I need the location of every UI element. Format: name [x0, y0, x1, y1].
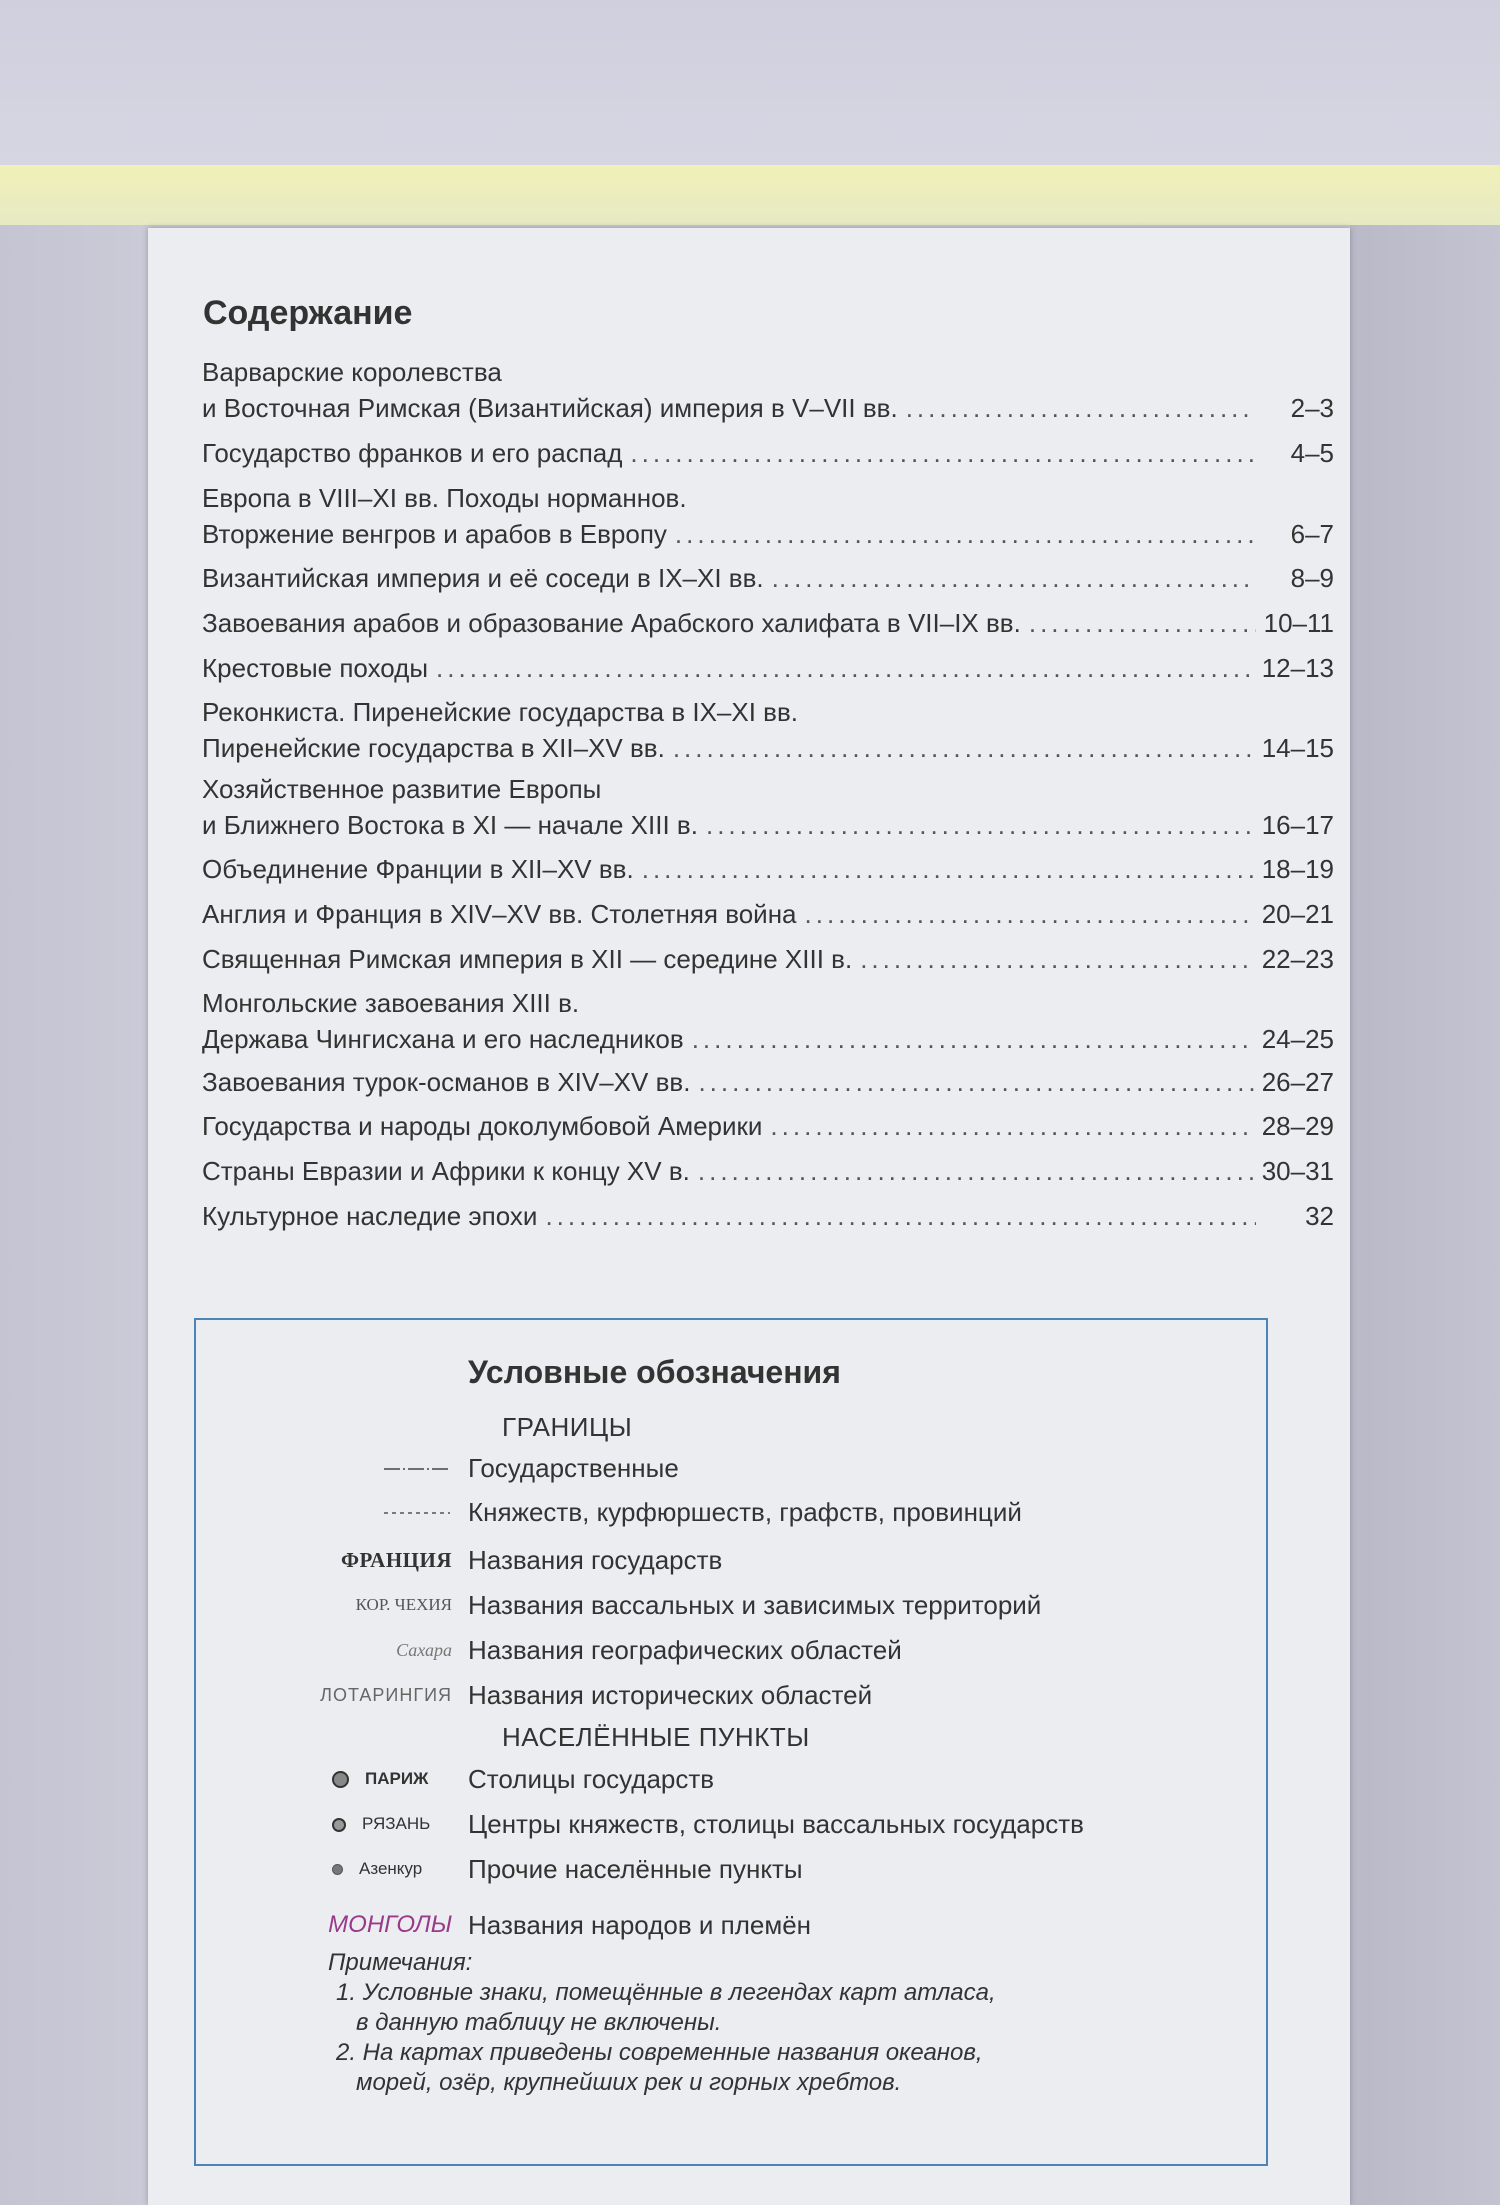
toc-page-number: 14–15 [1261, 733, 1334, 763]
toc-entry[interactable] [202, 941, 1334, 977]
legend-desc: Названия вассальных и зависимых территорий [468, 1590, 1042, 1620]
toc-entry-line1: Монгольские завоевания XIII в. [202, 988, 580, 1018]
legend-box [194, 1318, 1268, 2166]
toc-entry-title: Страны Евразии и Африки к концу XV в. [202, 1156, 690, 1186]
toc-entry[interactable] [202, 354, 1334, 426]
legend-row-province-border [196, 1494, 1266, 1530]
toc-leader-dots [698, 1064, 1253, 1100]
toc-entry-title: Государство франков и его распад [202, 438, 623, 468]
toc-entry-title: Держава Чингисхана и его наследников [202, 1024, 684, 1054]
toc-page-number: 30–31 [1261, 1156, 1334, 1186]
legend-desc: Названия исторических областей [468, 1680, 873, 1710]
toc-entry[interactable] [202, 435, 1334, 471]
principality-center-sample: РЯЗАНЬ [362, 1814, 431, 1833]
toc-entry[interactable] [202, 1198, 1334, 1234]
toc-entry-line1: Хозяйственное развитие Европы [202, 774, 602, 804]
peoples-name-sample: МОНГОЛЫ [328, 1911, 452, 1938]
toc-page-number: 20–21 [1261, 899, 1334, 929]
contents-page [148, 228, 1350, 2205]
toc-leader-dots [630, 435, 1256, 471]
principality-dot-icon [332, 1818, 346, 1832]
legend-row-peoples [196, 1907, 1266, 1943]
other-settlement-symbol [332, 1851, 422, 1887]
toc-leader-dots [805, 896, 1254, 932]
legend-row-state-border [196, 1450, 1266, 1486]
toc-leader-dots [675, 516, 1256, 552]
legend-desc: Названия государств [468, 1545, 723, 1575]
state-name-sample: ФРАНЦИЯ [340, 1548, 452, 1572]
scan-background-left [0, 225, 148, 2205]
toc-leader-dots [770, 1108, 1253, 1144]
toc-page-number: 26–27 [1261, 1067, 1334, 1097]
legend-settlements-heading: НАСЕЛЁННЫЕ ПУНКТЫ [502, 1722, 810, 1752]
toc-leader-dots [692, 1021, 1254, 1057]
toc-leader-dots [772, 560, 1256, 596]
legend-row-other-settlements [196, 1851, 1266, 1887]
previous-page-strip [0, 165, 1500, 225]
legend-row-historical-names [196, 1677, 1266, 1713]
state-border-line-icon [382, 1464, 452, 1474]
toc-entry[interactable] [202, 650, 1334, 686]
legend-desc: Названия народов и племён [468, 1910, 812, 1940]
toc-entry[interactable] [202, 480, 1334, 552]
toc-page-number: 10–11 [1263, 608, 1334, 638]
note-line: 2. На картах приведены современные названия океанов, [336, 2039, 983, 2066]
toc-entry-title: Крестовые походы [202, 653, 429, 683]
toc-entry[interactable] [202, 896, 1334, 932]
toc-entry[interactable] [202, 605, 1334, 641]
legend-desc: Государственные [468, 1453, 679, 1483]
toc-entry-line1: Варварские королевства [202, 357, 502, 387]
state-border-symbol [196, 1450, 452, 1486]
toc-leader-dots [642, 851, 1254, 887]
toc-page-number: 32 [1305, 1201, 1334, 1231]
legend-row-state-names [196, 1542, 1266, 1578]
toc-leader-dots [436, 650, 1254, 686]
vassal-name-sample: КОР. ЧЕХИЯ [355, 1595, 452, 1614]
toc-leader-dots [860, 941, 1254, 977]
historical-name-sample: ЛОТАРИНГИЯ [320, 1685, 452, 1705]
capital-symbol [332, 1761, 428, 1797]
toc-entry-title: Культурное наследие эпохи [202, 1201, 538, 1231]
toc-page-number: 2–3 [1290, 393, 1334, 423]
toc-entry-title: Вторжение венгров и арабов в Европу [202, 519, 667, 549]
toc-entry[interactable] [202, 1108, 1334, 1144]
legend-desc: Центры княжеств, столицы вассальных государств [468, 1809, 1084, 1839]
toc-entry-line1: Европа в VIII–XI вв. Походы норманнов. [202, 483, 687, 513]
capital-sample: ПАРИЖ [365, 1769, 429, 1788]
legend-row-principality-centers [196, 1806, 1266, 1842]
scan-background-right [1350, 225, 1500, 2205]
legend-desc: Прочие населённые пункты [468, 1854, 803, 1884]
toc-leader-dots [673, 730, 1254, 766]
province-border-symbol [196, 1494, 452, 1530]
toc-page-number: 24–25 [1261, 1024, 1334, 1054]
note-line: в данную таблицу не включены. [356, 2009, 722, 2036]
toc-entry-title: Византийская империя и её соседи в IX–XI вв. [202, 563, 764, 593]
toc-entry[interactable] [202, 1064, 1334, 1100]
toc-entry[interactable] [202, 985, 1334, 1057]
capital-dot-icon [332, 1771, 349, 1788]
legend-desc: Княжеств, курфюршеств, графств, провинций [468, 1497, 1022, 1527]
toc-entry-title: Священная Римская империя в XII — середине XIII в. [202, 944, 853, 974]
toc-entry[interactable] [202, 771, 1334, 843]
legend-row-geographic-names [196, 1632, 1266, 1668]
toc-page-number: 18–19 [1261, 854, 1334, 884]
toc-page-number: 28–29 [1261, 1111, 1334, 1141]
settlement-dot-icon [332, 1864, 343, 1875]
province-border-line-icon [382, 1508, 452, 1518]
legend-notes [328, 1948, 996, 2098]
toc-entry-title: Пиренейские государства в XII–XV вв. [202, 733, 665, 763]
principality-center-symbol [332, 1806, 430, 1842]
other-settlement-sample: Азенкур [359, 1859, 423, 1878]
toc-entry[interactable] [202, 694, 1334, 766]
legend-title: Условные обозначения [468, 1354, 841, 1390]
note-line: 1. Условные знаки, помещённые в легендах карт атласа, [336, 1979, 996, 2006]
geographic-name-sample: Сахара [396, 1640, 452, 1660]
toc-entry-title: Завоевания арабов и образование Арабского халифата в VII–IX вв. [202, 608, 1021, 638]
contents-title: Содержание [203, 294, 413, 332]
toc-entry[interactable] [202, 560, 1334, 596]
toc-entry[interactable] [202, 1153, 1334, 1189]
toc-entry-title: Завоевания турок-османов в XIV–XV вв. [202, 1067, 691, 1097]
toc-leader-dots [1029, 605, 1256, 641]
legend-row-capitals [196, 1761, 1266, 1797]
note-line: морей, озёр, крупнейших рек и горных хребтов. [356, 2069, 902, 2096]
toc-page-number: 16–17 [1261, 810, 1334, 840]
toc-entry-title: Государства и народы доколумбовой Америки [202, 1111, 763, 1141]
toc-entry-title: и Восточная Римская (Византийская) империя в V–VII вв. [202, 393, 898, 423]
toc-entry-title: Англия и Франция в XIV–XV вв. Столетняя война [202, 899, 797, 929]
toc-leader-dots [706, 807, 1254, 843]
toc-entry-line1: Реконкиста. Пиренейские государства в IX–XI вв. [202, 697, 799, 727]
toc-entry[interactable] [202, 851, 1334, 887]
toc-leader-dots [698, 1153, 1254, 1189]
legend-row-vassal-names [196, 1587, 1266, 1623]
scan-background-top [0, 0, 1500, 165]
toc-leader-dots [545, 1198, 1256, 1234]
toc-leader-dots [906, 390, 1256, 426]
legend-borders-heading: ГРАНИЦЫ [502, 1412, 633, 1442]
toc-page-number: 12–13 [1261, 653, 1334, 683]
legend-desc: Названия географических областей [468, 1635, 902, 1665]
toc-entry-title: Объединение Франции в XII–XV вв. [202, 854, 634, 884]
toc-page-number: 8–9 [1290, 563, 1334, 593]
legend-desc: Столицы государств [468, 1764, 715, 1794]
toc-page-number: 6–7 [1290, 519, 1334, 549]
toc-entry-title: и Ближнего Востока в XI — начале XIII в. [202, 810, 698, 840]
notes-heading: Примечания: [328, 1949, 473, 1976]
toc-page-number: 22–23 [1261, 944, 1334, 974]
toc-page-number: 4–5 [1290, 438, 1334, 468]
